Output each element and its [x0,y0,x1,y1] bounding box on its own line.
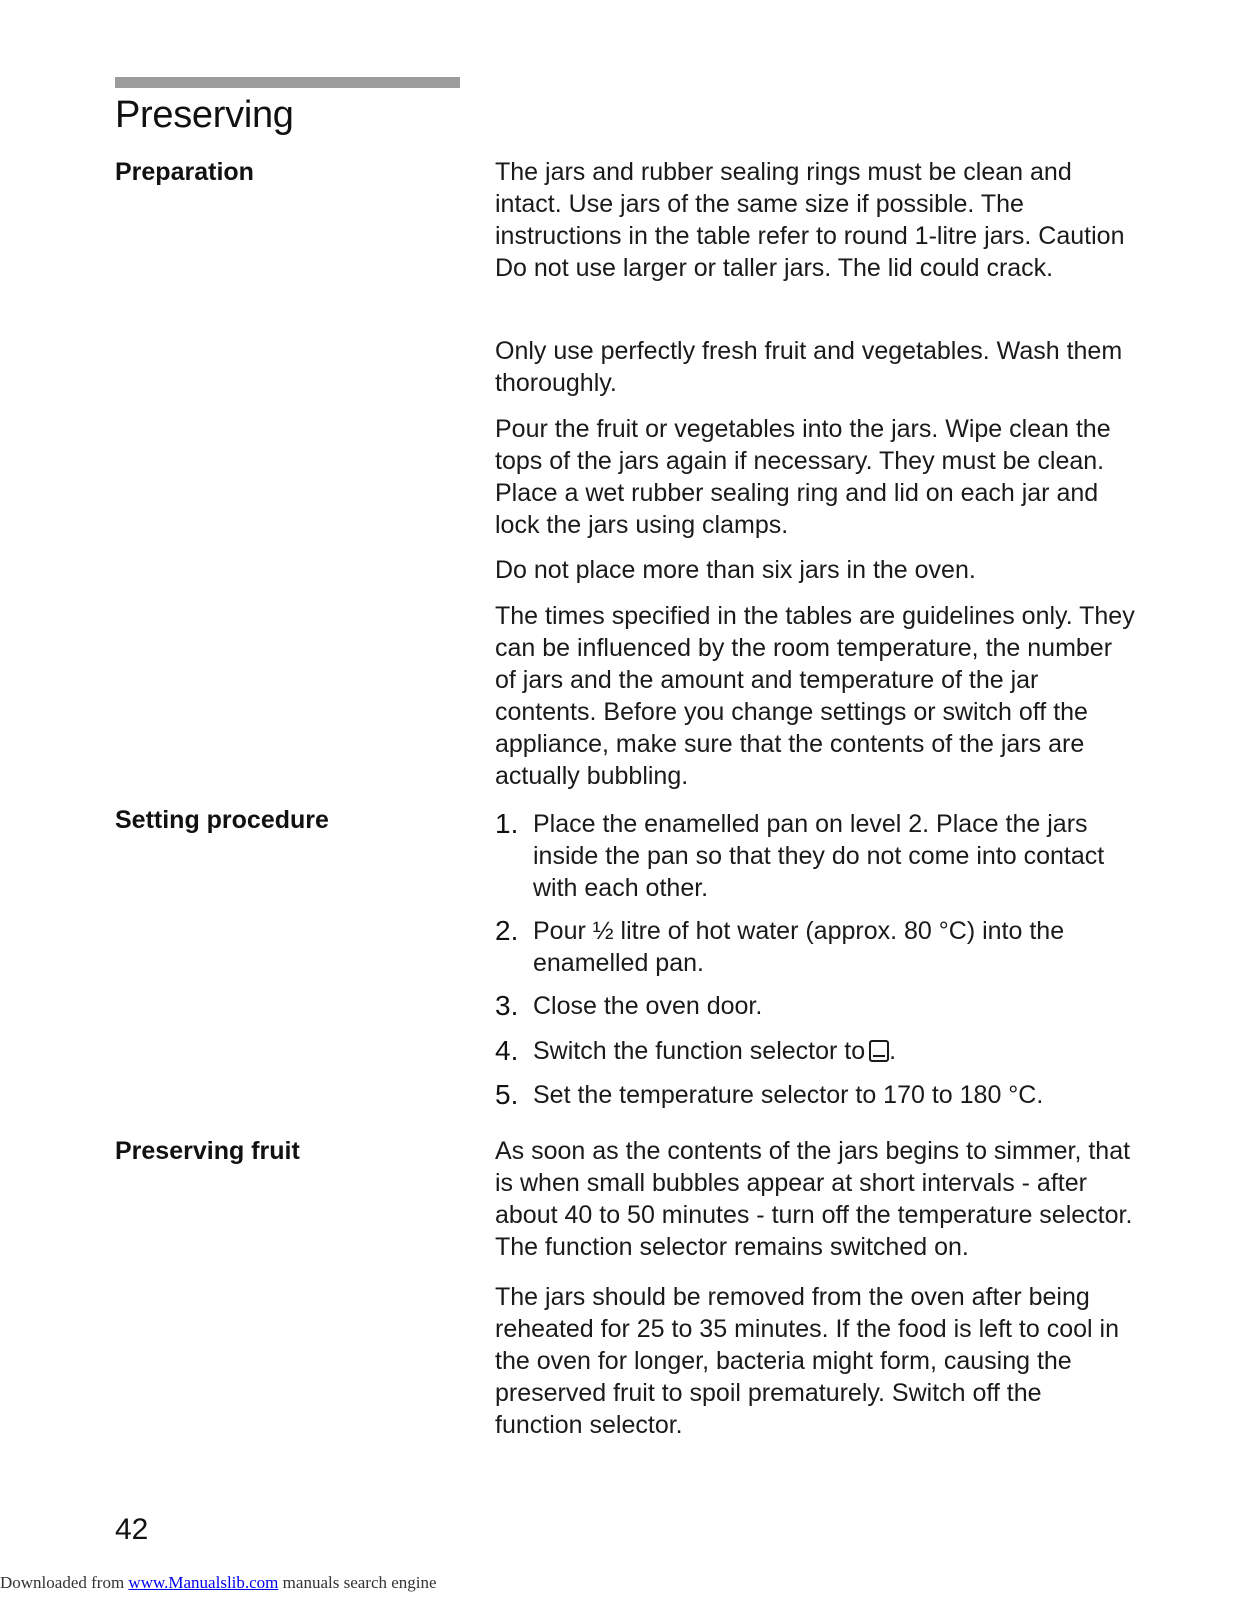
step-number: 4. [495,1035,519,1066]
step-2 [495,915,1135,979]
step-4 [495,1035,1135,1067]
page-title: Preserving [115,94,294,136]
step-5 [495,1079,1135,1111]
footer-suffix: manuals search engine [278,1573,437,1592]
heading-setting-procedure: Setting procedure [115,806,329,834]
preserving-fruit-paragraph-2: The jars should be removed from the oven after being reheated for 25 to 35 minutes. If the food is left to cool in the oven for longer, bacteria might form, causing the preserved fruit to spoil prematurely. Switch off the function selector. [495,1283,1119,1439]
title-rule [115,77,460,88]
step-text: Switch the function selector to [533,1037,866,1065]
step-1 [495,808,1135,904]
preserving-fruit-paragraph-1: As soon as the contents of the jars begins to simmer, that is when small bubbles appear at short intervals - after about 40 to 50 minutes - turn off the temperature selector. The function selector remains switched on. [495,1137,1133,1261]
preparation-paragraph-1: The jars and rubber sealing rings must be clean and intact. Use jars of the same size if possible. The instructions in the table refer to round 1-litre jars. Caution Do not use larger or taller jars. The lid could crack. [495,158,1125,282]
step-number: 2. [495,915,519,946]
preparation-paragraph-2: Only use perfectly fresh fruit and vegetables. Wash them thoroughly. [495,337,1123,397]
step-text: Close the oven door. [533,992,763,1020]
manualslib-link[interactable]: www.Manualslib.com [128,1573,279,1592]
heading-preparation: Preparation [115,158,254,186]
preparation-paragraph-4: Do not place more than six jars in the oven. [495,556,976,584]
download-footer [0,1572,437,1594]
step-text-suffix: . [889,1037,897,1065]
heading-preserving-fruit: Preserving fruit [115,1137,300,1165]
preparation-paragraph-5: The times specified in the tables are guidelines only. They can be influenced by the room temperature, the number of jars and the amount and temperature of the jar contents. Before you change settings or switch off the appliance, make sure that the contents of the jars are actually bubbling. [495,602,1135,790]
bottom-heat-icon [869,1040,889,1062]
footer-prefix: Downloaded from [0,1573,129,1592]
step-text-wrapper [533,1035,1135,1067]
step-text: Place the enamelled pan on level 2. Place the jars inside the pan so that they do not come into contact with each other. [533,810,1105,902]
page-number: 42 [115,1513,149,1546]
step-number: 3. [495,990,519,1021]
step-text: Pour ½ litre of hot water (approx. 80 °C) into the enamelled pan. [533,917,1065,977]
step-number: 1. [495,808,519,839]
step-number: 5. [495,1079,519,1110]
step-text: Set the temperature selector to 170 to 180 °C. [533,1081,1044,1109]
step-3 [495,990,1135,1022]
preparation-paragraph-3: Pour the fruit or vegetables into the jars. Wipe clean the tops of the jars again if necessary. They must be clean. Place a wet rubber sealing ring and lid on each jar and lock the jars using clamps. [495,415,1111,539]
